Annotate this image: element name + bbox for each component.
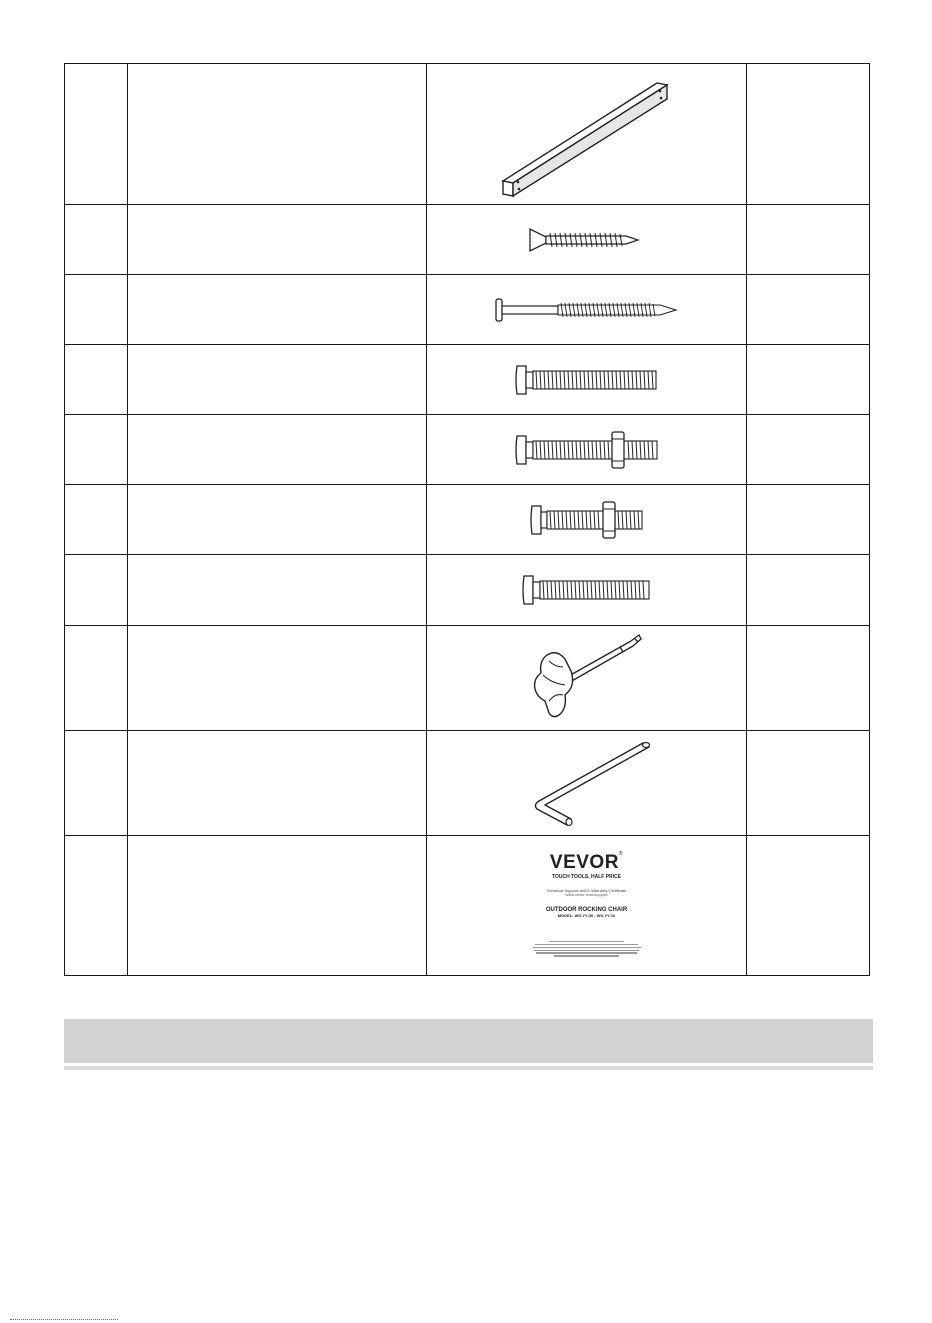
allen-key-icon — [517, 735, 657, 831]
wood-screw-icon — [522, 223, 652, 257]
part-description-cell — [128, 625, 427, 730]
part-description-cell — [128, 205, 427, 275]
part-quantity-cell — [747, 555, 870, 625]
part-quantity-cell — [747, 730, 870, 835]
part-description-cell — [128, 485, 427, 555]
support-text: Technical Support and E-Warranty Certificate — [546, 887, 627, 893]
table-row — [65, 275, 870, 345]
page-edge-dots — [10, 1319, 118, 1320]
screwdriver-icon — [527, 631, 647, 725]
part-number-cell — [65, 625, 128, 730]
part-quantity-cell — [747, 205, 870, 275]
part-description-cell — [128, 555, 427, 625]
part-description-cell — [128, 730, 427, 835]
part-image-cell — [427, 835, 747, 975]
part-quantity-cell — [747, 275, 870, 345]
fine-print — [533, 941, 641, 957]
table-row — [65, 64, 870, 205]
part-image-cell — [427, 205, 747, 275]
part-number-cell — [65, 485, 128, 555]
section-header-bar — [64, 1019, 873, 1063]
part-number-cell — [65, 555, 128, 625]
part-quantity-cell — [747, 835, 870, 975]
table-row — [65, 345, 870, 415]
part-description-cell — [128, 64, 427, 205]
table-row — [65, 835, 870, 975]
part-image-cell — [427, 555, 747, 625]
short-bolt-with-nut-icon — [527, 497, 647, 543]
part-description-cell — [128, 835, 427, 975]
wooden-slat-icon — [497, 69, 677, 199]
part-image-cell — [427, 275, 747, 345]
table-row — [65, 730, 870, 835]
table-row — [65, 205, 870, 275]
part-number-cell — [65, 345, 128, 415]
parts-list-table — [64, 63, 870, 976]
part-image-cell — [427, 625, 747, 730]
table-row — [65, 555, 870, 625]
part-image-cell — [427, 345, 747, 415]
part-number-cell — [65, 415, 128, 485]
part-quantity-cell — [747, 485, 870, 555]
part-image-cell — [427, 485, 747, 555]
bolt-with-nut-icon — [512, 427, 662, 473]
part-image-cell — [427, 730, 747, 835]
part-description-cell — [128, 415, 427, 485]
support-website: www.vevor.com/support — [565, 892, 608, 898]
part-quantity-cell — [747, 64, 870, 205]
brand-slogan: TOUCH TOOLS, HALF PRICE — [552, 874, 621, 881]
part-number-cell — [65, 275, 128, 345]
medium-bolt-icon — [519, 569, 654, 611]
long-screw-icon — [492, 295, 682, 325]
long-bolt-icon — [512, 359, 662, 401]
table-row — [65, 485, 870, 555]
section-divider — [64, 1066, 873, 1070]
table-row — [65, 625, 870, 730]
part-image-cell — [427, 415, 747, 485]
table-row — [65, 415, 870, 485]
part-quantity-cell — [747, 415, 870, 485]
part-number-cell — [65, 64, 128, 205]
part-quantity-cell — [747, 625, 870, 730]
part-description-cell — [128, 345, 427, 415]
brand-logo: VEVOR® — [549, 851, 624, 874]
manual-title: OUTDOOR ROCKING CHAIR — [545, 907, 628, 914]
part-description-cell — [128, 275, 427, 345]
manual-icon — [512, 852, 662, 956]
model-number: MODEL: WS-YY-30 , WS-YY-10 — [557, 912, 616, 918]
part-number-cell — [65, 730, 128, 835]
part-number-cell — [65, 835, 128, 975]
part-quantity-cell — [747, 345, 870, 415]
part-image-cell — [427, 64, 747, 205]
part-number-cell — [65, 205, 128, 275]
